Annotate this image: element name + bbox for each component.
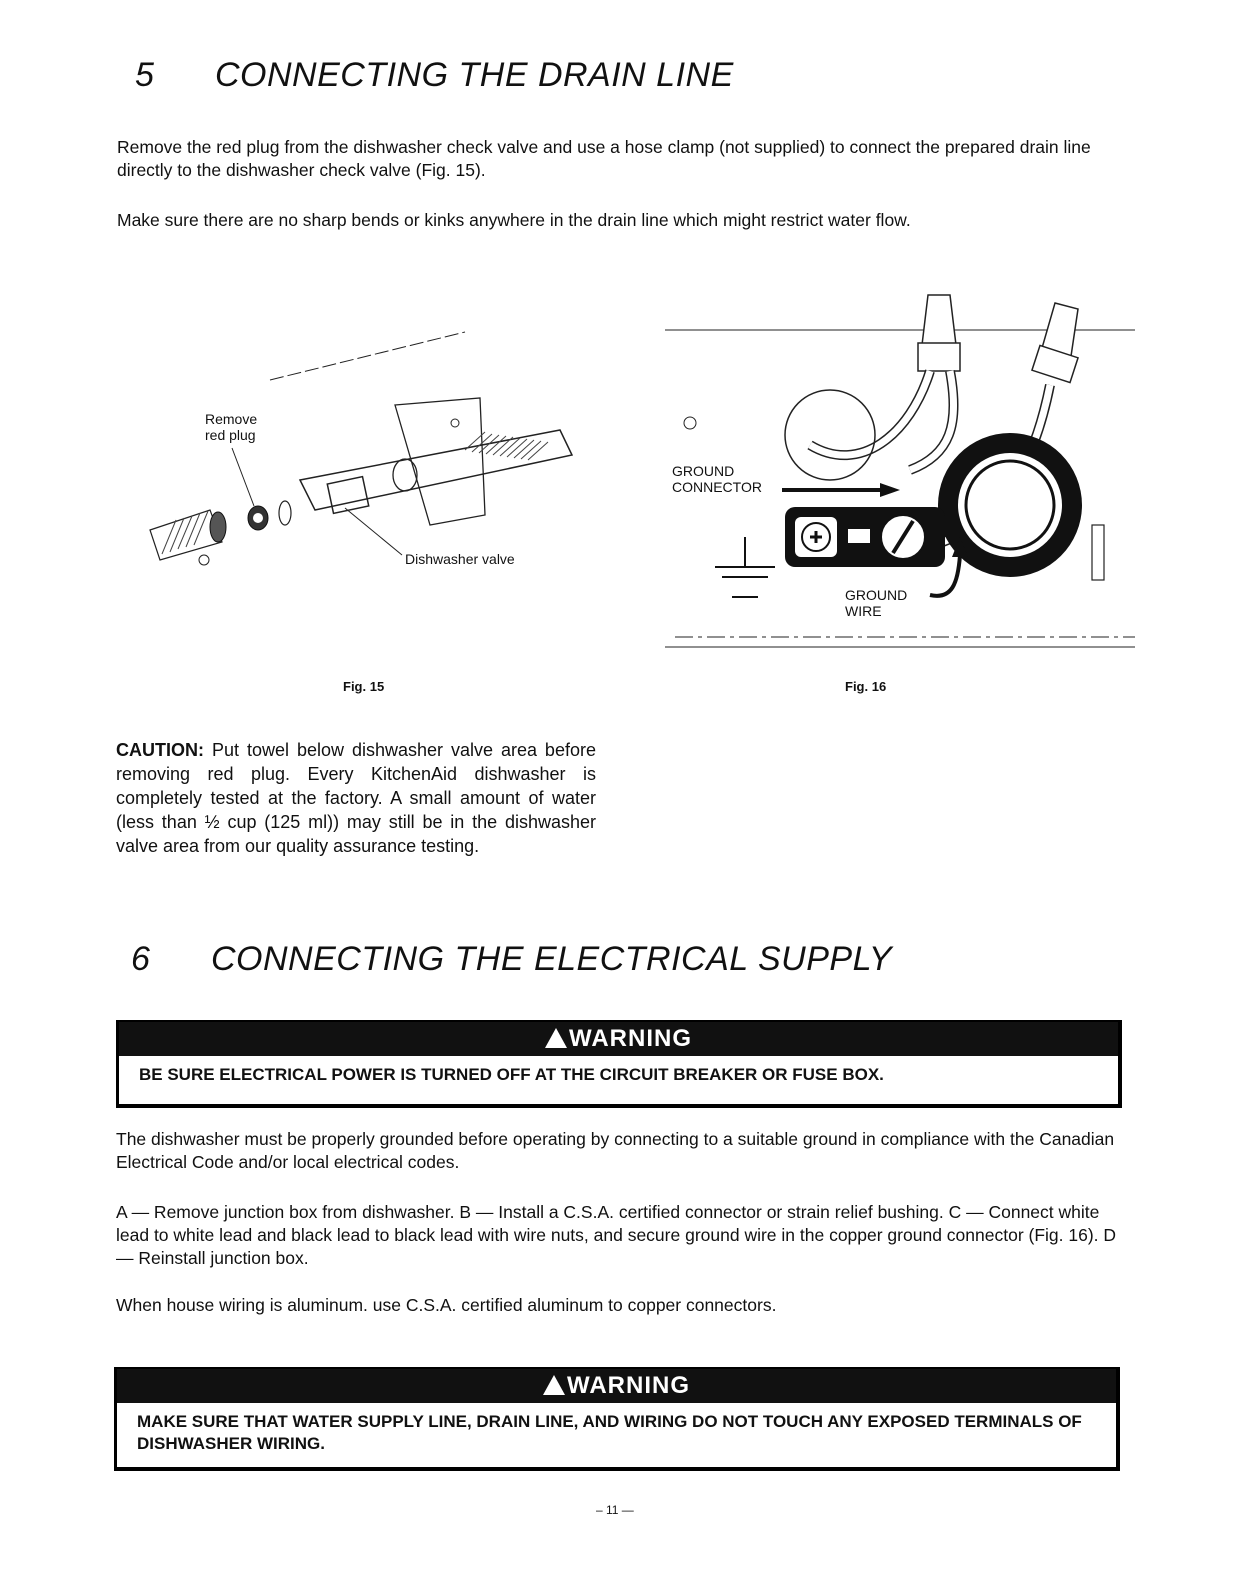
- warning-header-label: WARNING: [567, 1372, 690, 1399]
- warning-box-wiring: [114, 1367, 1120, 1471]
- caution-text: Put towel below dishwasher valve area before removing red plug. Every KitchenAid dishwasher is completely tested at the factory. A small amount of water (less than ½ cup (125 ml)) may still be in the dishwasher valve area from our quality assurance testing.: [116, 740, 596, 856]
- section-5-paragraph-1: Remove the red plug from the dishwasher check valve and use a hose clamp (not supplied) to connect the prepared drain line directly to the dishwasher check valve (Fig. 15).: [117, 137, 1091, 180]
- fig-16-ground-wire-label: [845, 587, 907, 619]
- warning-triangle-icon: [545, 1028, 567, 1048]
- section-5-title: CONNECTING THE DRAIN LINE: [215, 56, 734, 94]
- fig-15-drawing: [140, 320, 600, 580]
- section-5-paragraph-2: Make sure there are no sharp bends or kinks anywhere in the drain line which might restrict water flow.: [117, 210, 911, 230]
- fig-16-ground-connector-line-2: CONNECTOR: [672, 479, 762, 495]
- section-6-title: CONNECTING THE ELECTRICAL SUPPLY: [211, 940, 893, 978]
- warning-triangle-icon: [543, 1375, 565, 1395]
- section-6-number: 6: [131, 940, 151, 978]
- fig-16-ground-connector-line-1: GROUND: [672, 463, 735, 479]
- warning-text: MAKE SURE THAT WATER SUPPLY LINE, DRAIN LINE, AND WIRING DO NOT TOUCH ANY EXPOSED TERMINALS OF DISHWASHER WIRING.: [137, 1412, 1082, 1453]
- section-6-paragraph-2: A — Remove junction box from dishwasher. B — Install a C.S.A. certified connector or strain relief bushing. C — Connect white lead to white lead and black lead to black lead with wire nuts, and secure ground wire in the copper ground connector (Fig. 16). D — Reinstall junction box.: [116, 1202, 1117, 1268]
- fig-15-remove-line-2: red plug: [205, 427, 256, 443]
- drain-valve-illustration: [140, 320, 600, 580]
- fig-15-valve-label: Dishwasher valve: [405, 551, 515, 567]
- section-5-heading: [135, 56, 734, 95]
- section-5-number: 5: [135, 56, 155, 94]
- fig-16-ground-connector-label: [672, 463, 762, 495]
- caution-block: [116, 738, 596, 858]
- warning-header-label: WARNING: [569, 1025, 692, 1052]
- fig-15-remove-line-1: Remove: [205, 411, 258, 427]
- section-6-paragraph-1: The dishwasher must be properly grounded before operating by connecting to a suitable ground in compliance with the Canadian Electrical Code and/or local electrical codes.: [116, 1129, 1115, 1172]
- section-6-heading: [131, 940, 892, 979]
- warning-header: [119, 1022, 1118, 1056]
- warning-text: BE SURE ELECTRICAL POWER IS TURNED OFF AT THE CIRCUIT BREAKER OR FUSE BOX.: [139, 1065, 884, 1084]
- fig-16-ground-wire-line-2: WIRE: [845, 603, 882, 619]
- fig-16-ground-wire-line-1: GROUND: [845, 587, 908, 603]
- section-6-paragraph-3: When house wiring is aluminum. use C.S.A. certified aluminum to copper connectors.: [116, 1295, 777, 1315]
- warning-header: [117, 1369, 1116, 1403]
- page-number: – 11 —: [596, 1503, 634, 1517]
- caution-label: CAUTION:: [116, 740, 204, 760]
- fig-16-caption: Fig. 16: [845, 679, 887, 694]
- warning-box-power: [116, 1020, 1122, 1108]
- fig-15-remove-label: [205, 411, 257, 443]
- fig-15-caption: Fig. 15: [343, 679, 385, 694]
